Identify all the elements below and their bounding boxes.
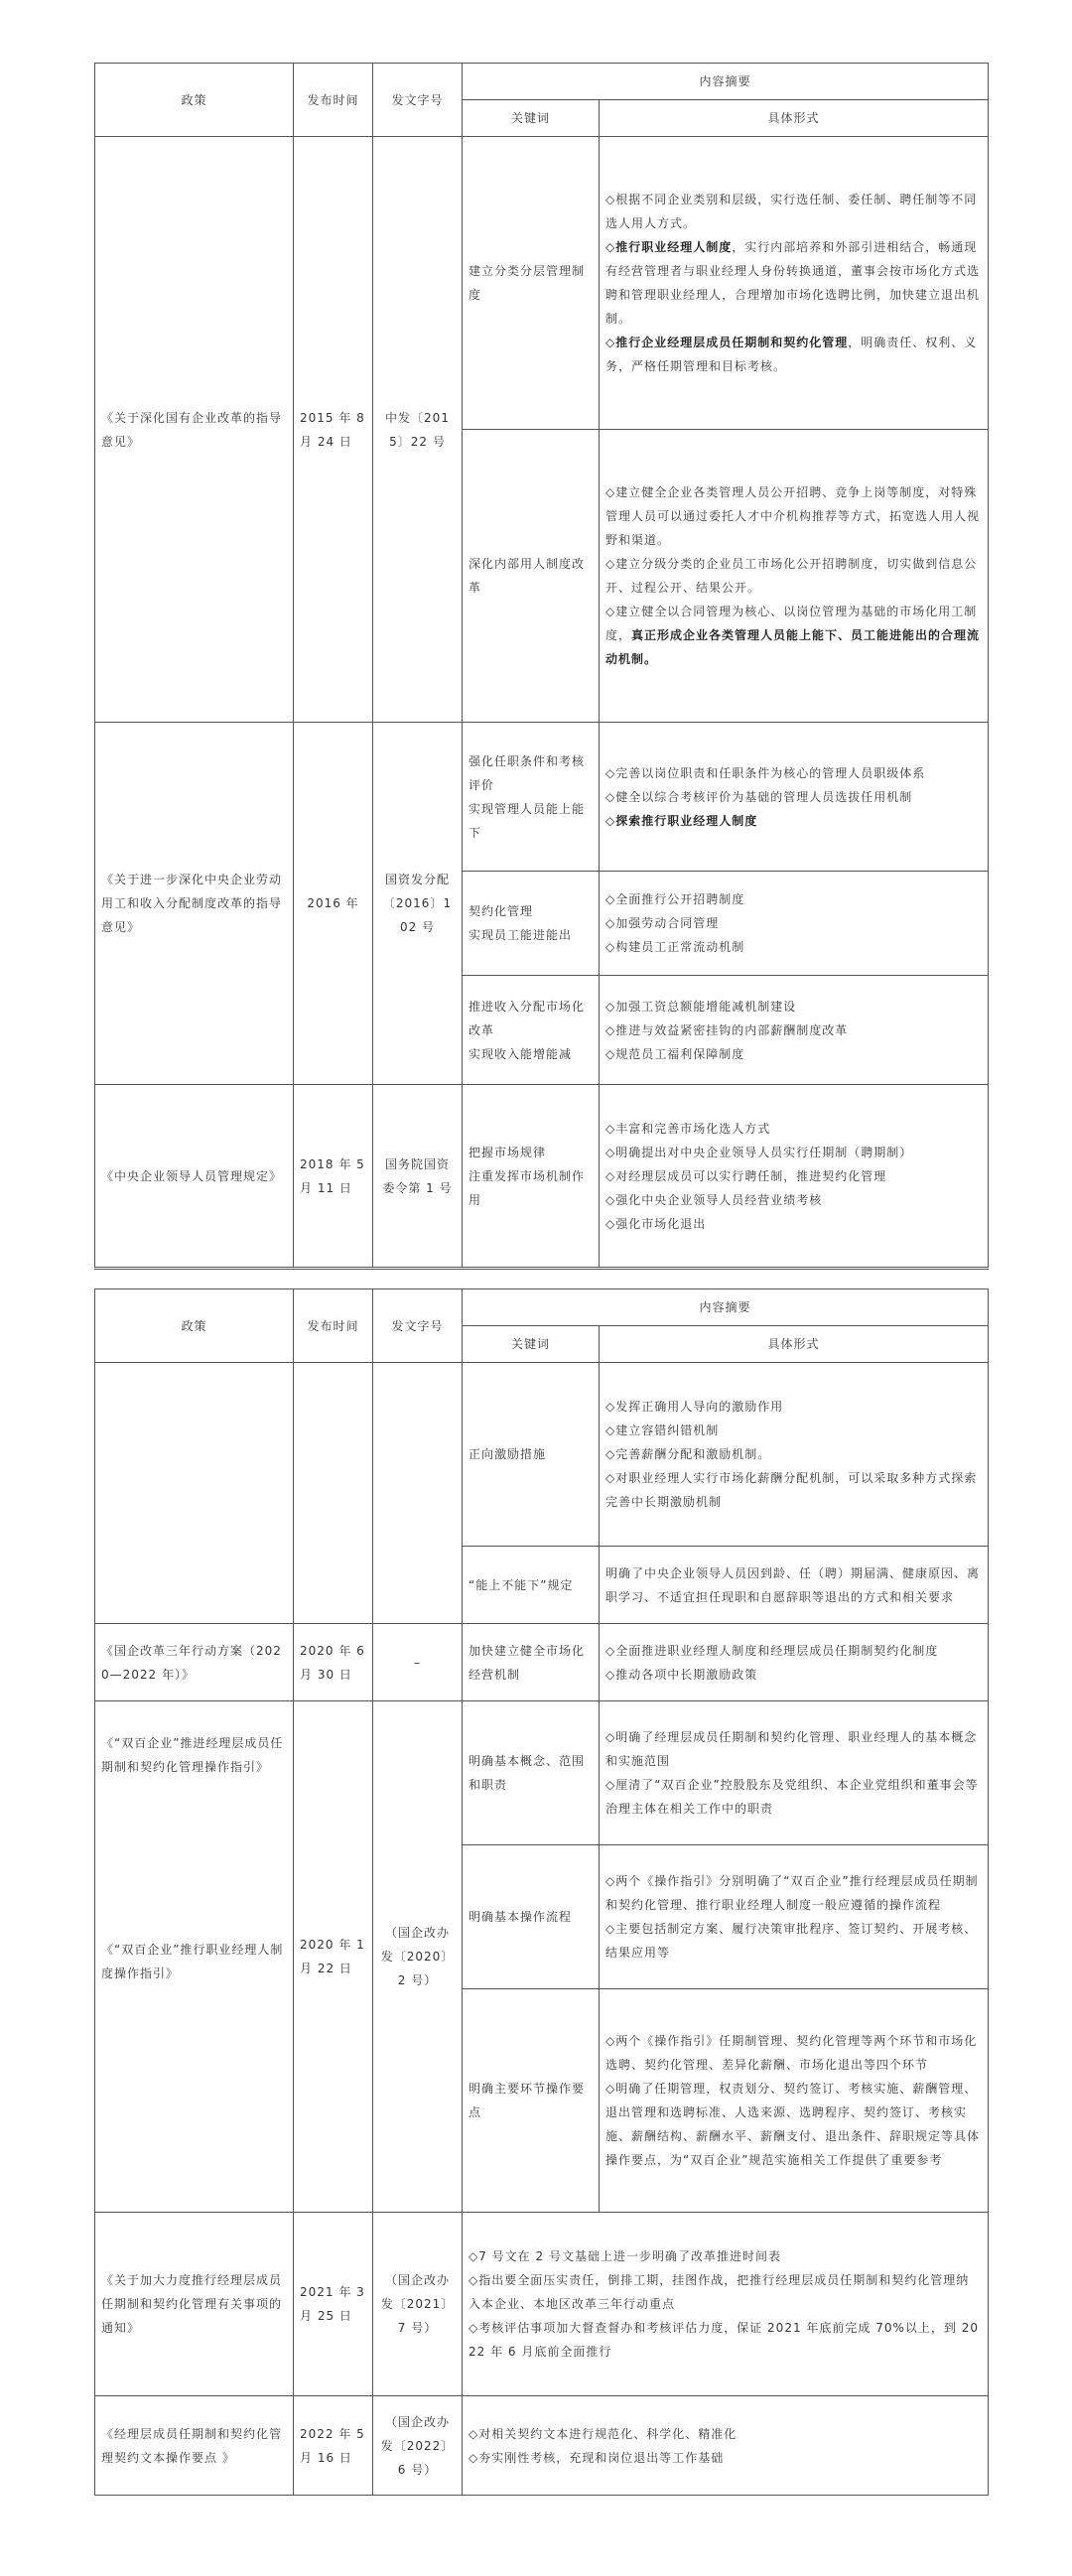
policy-table-part-2 [94, 1288, 989, 2496]
form-item: ◇厘清了“双百企业”控股股东及党组织、本企业党组织和董事会等治理主体在相关工作中的职责 [605, 1778, 979, 1816]
keyword-cell [463, 872, 600, 976]
policy-cell: 《经理层成员任期制和契约化管理契约文本操作要点 》 [95, 2396, 294, 2496]
date-cell: 2018 年 5 月 11 日 [294, 1085, 373, 1269]
doc-no-cell: （国企改办发〔2020〕2 号） [373, 1701, 463, 2213]
form-item: ◇建立分级分类的企业员工市场化公开招聘制度，切实做到信息公开、过程公开、结果公开。 [605, 557, 978, 595]
keyword-line: 实现员工能进能出 [469, 928, 573, 942]
date-cell: 2015 年 8 月 24 日 [294, 137, 373, 723]
form-cell [600, 1845, 989, 1989]
header-keyword: 关键词 [463, 1326, 600, 1363]
policy-cell: 《关于进一步深化中央企业劳动用工和收入分配制度改革的指导意见》 [95, 723, 294, 1085]
form-cell [600, 1701, 989, 1845]
form-item: ◇建立容错纠错机制 [605, 1424, 720, 1437]
form-emphasis: ◇推行企业经理层成员任期制和契约化管理 [605, 336, 849, 349]
form-cell [600, 976, 989, 1085]
form-emphasis: 真正形成企业各类管理人员能上能下、员工能进能出的合理流动机制。 [605, 628, 981, 666]
form-cell [600, 430, 989, 723]
keyword-cell: 正向激励措施 [463, 1363, 600, 1547]
date-cell: 2020 年 6 月 30 日 [294, 1624, 373, 1701]
form-item: ◇根据不同企业类别和层级，实行选任制、委任制、聘任制等不同选人用人方式。 [605, 193, 978, 230]
form-item: ◇建立健全企业各类管理人员公开招聘、竞争上岗等制度，对特殊管理人员可以通过委托人才中介机构推荐等方式，拓宽选人用人视野和渠道。 [605, 485, 981, 547]
keyword-cell [463, 723, 600, 872]
spacer [101, 1779, 287, 1938]
keyword-cell: 加快建立健全市场化经营机制 [463, 1624, 600, 1701]
policy-name: 《“双百企业”推进经理层成员任期制和契约化管理操作指引》 [101, 1736, 284, 1774]
header-date: 发布时间 [294, 1289, 373, 1363]
form-text: ，明确责任、权利、义务，严格任期管理和目标考核。 [605, 336, 978, 373]
keyword-cell: 明确基本概念、范围和职责 [463, 1701, 600, 1845]
form-item: ◇对相关契约文本进行规范化、科学化、精准化 [469, 2426, 737, 2441]
form-item: ◇对经理层成员可以实行聘任制，推进契约化管理 [605, 1168, 887, 1183]
form-item: ◇全面推进职业经理人制度和经理层成员任期制契约化制度 [605, 1643, 939, 1658]
form-item [605, 331, 982, 378]
date-cell: 2022 年 5 月 16 日 [294, 2396, 373, 2496]
keyword-line: 把握市场规律 [469, 1145, 547, 1159]
keyword-cell [463, 1085, 600, 1269]
form-item: ◇规范员工福利保障制度 [605, 1046, 745, 1061]
date-cell: 2021 年 3 月 25 日 [294, 2213, 373, 2396]
keyword-line: 契约化管理 [469, 904, 534, 918]
header-keyword: 关键词 [463, 100, 600, 137]
table-row [95, 723, 989, 872]
table-row [95, 1085, 989, 1269]
doc-no-cell: （国企改办发〔2021〕7 号） [373, 2213, 463, 2396]
form-cell [600, 1085, 989, 1269]
table-row [95, 1363, 989, 1547]
table-row [95, 2213, 989, 2396]
form-item: ◇明确了任期管理，权责划分、契约签订、考核实施、薪酬管理、退出管理和选聘标准、人选来源、选聘程序、契约签订、考核实施、薪酬结构、薪酬水平、薪酬支付、退出条件、辞职规定等具体操作要点，为“双百企业”规范实施相关工作提供了重要参考 [605, 2082, 981, 2167]
form-item: ◇健全以综合考核评价为基础的管理人员选拔任用机制 [605, 789, 913, 804]
policy-cell: 《关于深化国有企业改革的指导意见》 [95, 137, 294, 723]
header-doc-no: 发文字号 [373, 1289, 463, 1363]
form-item: ◇加强劳动合同管理 [605, 916, 720, 930]
form-item: ◇推动各项中长期激励政策 [605, 1667, 758, 1682]
form-item [605, 235, 982, 331]
form-cell: 明确了中央企业领导人员因到龄、任（聘）期届满、健康原因、离职学习、不适宜担任现职和自愿辞职等退出的方式和相关要求 [600, 1547, 989, 1624]
form-item: ◇强化市场化退出 [605, 1216, 707, 1231]
policy-cell: 《国企改革三年行动方案（2020—2022 年）》 [95, 1624, 294, 1701]
header-policy: 政策 [95, 1289, 294, 1363]
header-doc-no: 发文字号 [373, 64, 463, 137]
form-text: ，实行内部培养和外部引进相结合，畅通现有经营管理者与职业经理人身份转换通道，董事会按市场化方式选聘和管理职业经理人，合理增加市场化选聘比例，加快建立退出机制。 [605, 240, 981, 326]
form-emphasis: ◇推行职业经理人制度 [605, 240, 733, 254]
form-item: ◇明确提出对中央企业领导人员实行任期制（聘期制） [605, 1145, 913, 1159]
keyword-cell: 深化内部用人制度改革 [463, 430, 600, 723]
form-cell [600, 723, 989, 872]
keyword-line: 实现管理人员能上能下 [469, 801, 586, 840]
table-row [95, 1701, 989, 1845]
keyword-line: 强化任职条件和考核评价 [469, 753, 586, 792]
header-summary: 内容摘要 [463, 64, 989, 100]
doc-no-cell: – [373, 1624, 463, 1701]
keyword-cell: 建立分类分层管理制度 [463, 137, 600, 430]
form-item: ◇推进与效益紧密挂钩的内部薪酬制度改革 [605, 1022, 849, 1037]
form-item: ◇完善薪酬分配和激励机制。 [605, 1447, 771, 1461]
date-cell: 2016 年 [294, 723, 373, 1085]
form-item: ◇构建员工正常流动机制 [605, 940, 745, 954]
keyword-line: 注重发挥市场机制作用 [469, 1168, 586, 1207]
keyword-cell [463, 976, 600, 1085]
form-item: ◇完善以岗位职责和任职条件为核心的管理人员职级体系 [605, 765, 926, 780]
header-summary: 内容摘要 [463, 1289, 989, 1326]
form-item: ◇两个《操作指引》任期制管理、契约化管理等两个环节和市场化选聘、契约化管理、差异化薪酬、市场化退出等四个环节 [605, 2034, 978, 2072]
doc-no-cell: 国资发分配〔2016〕102 号 [373, 723, 463, 1085]
form-item: ◇考核评估事项加大督查督办和考核评估力度，保证 2021 年底前完成 70%以上，到 2022 年 6 月底前全面推行 [469, 2321, 979, 2359]
form-item: ◇探索推行职业经理人制度 [605, 813, 758, 828]
form-item: ◇主要包括制定方案、履行决策审批程序、签订契约、开展考核、结果应用等 [605, 1922, 978, 1960]
form-item [605, 600, 982, 671]
policy-cell-empty [95, 1363, 294, 1624]
table-row [95, 1624, 989, 1701]
form-cell [600, 872, 989, 976]
policy-name: 《“双百企业”推行职业经理人制度操作指引》 [101, 1943, 284, 1980]
form-cell [600, 1989, 989, 2213]
form-cell [600, 137, 989, 430]
form-cell [463, 2396, 989, 2496]
form-item: ◇7 号文在 2 号文基础上进一步明确了改革推进时间表 [469, 2249, 781, 2263]
form-cell [600, 1363, 989, 1547]
form-item: ◇丰富和完善市场化选人方式 [605, 1121, 771, 1136]
doc-no-cell: （国企改办发〔2022〕6 号） [373, 2396, 463, 2496]
table-row [95, 137, 989, 430]
date-cell-empty [294, 1363, 373, 1624]
policy-cell: 《关于加大力度推行经理层成员任期制和契约化管理有关事项的通知》 [95, 2213, 294, 2396]
doc-no-cell: 中发〔2015〕22 号 [373, 137, 463, 723]
policy-cell [95, 1701, 294, 2213]
form-item: ◇夯实刚性考核，充现和岗位退出等工作基础 [469, 2450, 725, 2465]
form-item: ◇发挥正确用人导向的激励作用 [605, 1400, 784, 1414]
doc-no-cell: 国务院国资委令第 1 号 [373, 1085, 463, 1269]
keyword-cell: 明确基本操作流程 [463, 1845, 600, 1989]
form-item: ◇加强工资总额能增能减机制建设 [605, 999, 797, 1014]
policy-table-part-1 [94, 63, 989, 1270]
table-row [95, 2396, 989, 2496]
form-item: ◇强化中央企业领导人员经营业绩考核 [605, 1192, 823, 1207]
form-item: ◇两个《操作指引》分别明确了“双百企业”推行经理层成员任期制和契约化管理、推行职业经理人制度一般应遵循的操作流程 [605, 1874, 979, 1912]
header-form: 具体形式 [600, 100, 989, 137]
keyword-cell: “能上不能下”规定 [463, 1547, 600, 1624]
doc-no-cell-empty [373, 1363, 463, 1624]
form-item: ◇指出要全面压实责任，倒排工期，挂图作战，把推行经理层成员任期制和契约化管理纳入本企业、本地区改革三年行动重点 [469, 2273, 970, 2311]
keyword-line: 实现收入能增能减 [469, 1046, 573, 1061]
date-cell: 2020 年 1 月 22 日 [294, 1701, 373, 2213]
policy-cell: 《中央企业领导人员管理规定》 [95, 1085, 294, 1269]
keyword-cell: 明确主要环节操作要点 [463, 1989, 600, 2213]
form-item: ◇对职业经理人实行市场化薪酬分配机制，可以采取多种方式探索完善中长期激励机制 [605, 1471, 978, 1509]
form-item: ◇明确了经理层成员任期制和契约化管理、职业经理人的基本概念和实施范围 [605, 1730, 978, 1768]
header-policy: 政策 [95, 64, 294, 137]
form-cell [600, 1624, 989, 1701]
header-form: 具体形式 [600, 1326, 989, 1363]
form-item: ◇全面推行公开招聘制度 [605, 892, 745, 906]
header-date: 发布时间 [294, 64, 373, 137]
keyword-line: 推进收入分配市场化改革 [469, 999, 586, 1037]
form-text: ◇建立健全以合同管理为核心、以岗位管理为基础的市场化用工制度， [605, 605, 978, 642]
form-cell [463, 2213, 989, 2396]
